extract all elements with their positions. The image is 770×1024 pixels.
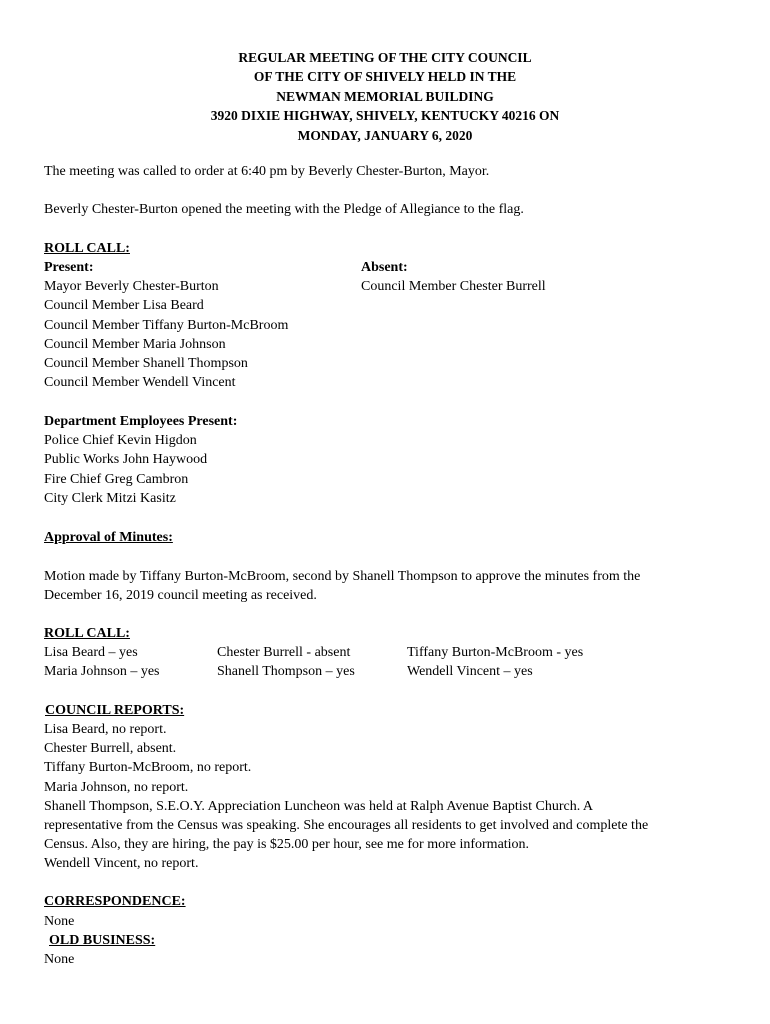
employee-item: City Clerk Mitzi Kasitz <box>44 490 176 506</box>
header-line-4: 3920 DIXIE HIGHWAY, SHIVELY, KENTUCKY 40216 ON <box>210 108 560 124</box>
document-header <box>0 48 770 145</box>
roll-call-heading: ROLL CALL: <box>44 241 130 256</box>
absent-list <box>361 258 546 296</box>
vote-entry: Maria Johnson – yes <box>44 664 160 680</box>
header-line-1: REGULAR MEETING OF THE CITY COUNCIL <box>238 50 532 65</box>
report-line: Lisa Beard, no report. <box>44 722 167 737</box>
employees-heading: Department Employees Present: <box>44 414 238 429</box>
present-item: Council Member Wendell Vincent <box>44 375 236 391</box>
correspondence-text: None <box>44 914 75 929</box>
header-line-2: OF THE CITY OF SHIVELY HELD IN THE <box>253 69 517 85</box>
approval-of-minutes-heading: Approval of Minutes: <box>44 530 173 545</box>
report-line: Chester Burrell, absent. <box>44 741 177 757</box>
vote-entry: Tiffany Burton-McBroom - yes <box>407 645 584 660</box>
employee-item: Public Works John Haywood <box>44 452 208 468</box>
present-item: Mayor Beverly Chester-Burton <box>44 279 219 295</box>
minutes-motion-line: Motion made by Tiffany Burton-McBroom, second by Shanell Thompson to approve the minutes from the <box>44 569 641 584</box>
present-item: Council Member Tiffany Burton-McBroom <box>44 317 289 333</box>
old-business-heading: OLD BUSINESS: <box>49 933 156 948</box>
old-business-text: None <box>44 952 75 967</box>
present-item: Council Member Shanell Thompson <box>44 356 248 372</box>
vote-entry: Chester Burrell - absent <box>217 645 351 660</box>
absent-item: Council Member Chester Burrell <box>361 279 546 295</box>
employee-item: Police Chief Kevin Higdon <box>44 433 197 449</box>
council-reports-heading: COUNCIL REPORTS: <box>45 703 185 718</box>
minutes-motion <box>44 567 640 605</box>
vote-entry: Wendell Vincent – yes <box>407 664 533 680</box>
pledge-text: Beverly Chester-Burton opened the meeting with the Pledge of Allegiance to the flag. <box>44 202 524 217</box>
vote-column-3 <box>407 643 583 681</box>
vote-entry: Shanell Thompson – yes <box>217 664 355 680</box>
employees-list <box>44 412 237 508</box>
called-to-order-text: The meeting was called to order at 6:40 pm by Beverly Chester-Burton, Mayor. <box>44 164 490 179</box>
report-line: Shanell Thompson, S.E.O.Y. Appreciation Luncheon was held at Ralph Avenue Baptist Church. A <box>44 798 594 814</box>
header-line-3: NEWMAN MEMORIAL BUILDING <box>276 88 494 104</box>
absent-label: Absent: <box>361 260 408 275</box>
present-list <box>44 258 288 392</box>
present-label: Present: <box>44 260 94 275</box>
report-line: representative from the Census was speaking. She encourages all residents to get involved and complete the <box>44 818 649 834</box>
report-line: Wendell Vincent, no report. <box>44 856 199 872</box>
vote-column-1 <box>44 643 160 681</box>
report-line: Census. Also, they are hiring, the pay is $25.00 per hour, see me for more information. <box>44 837 530 853</box>
report-line: Maria Johnson, no report. <box>44 779 189 795</box>
correspondence-heading: CORRESPONDENCE: <box>44 894 186 909</box>
minutes-motion-line: December 16, 2019 council meeting as received. <box>44 588 317 604</box>
employee-item: Fire Chief Greg Cambron <box>44 471 189 487</box>
vote-entry: Lisa Beard – yes <box>44 645 138 660</box>
council-reports-text <box>44 720 648 874</box>
vote-column-2 <box>217 643 355 681</box>
header-line-5: MONDAY, JANUARY 6, 2020 <box>297 127 473 143</box>
present-item: Council Member Lisa Beard <box>44 298 204 314</box>
present-item: Council Member Maria Johnson <box>44 336 226 352</box>
roll-call-vote-heading: ROLL CALL: <box>44 626 130 641</box>
report-line: Tiffany Burton-McBroom, no report. <box>44 760 252 776</box>
